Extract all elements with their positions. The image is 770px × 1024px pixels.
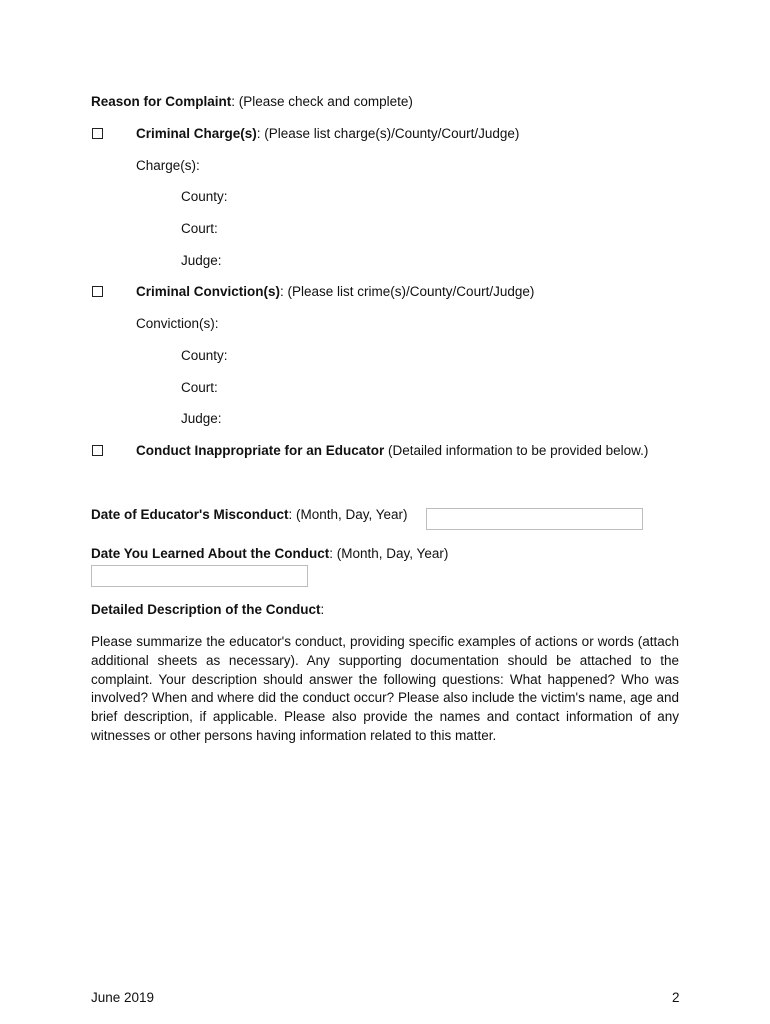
learned-date-field[interactable]: [91, 565, 308, 587]
description-instructions: Please summarize the educator's conduct, providing specific examples of actions or words (attach additional sheets as necessary). Any supporting documentation should be attached to the complaint. Your description should answer the following questions: What happened? Who was involved? When and where did the conduct occur? Please also include the victim's name, age and brief description, if applicable. Please also provide the names and contact information of any witnesses or other persons having information related to this matter.: [91, 634, 679, 743]
criminal-convictions-instruction: : (Please list crime(s)/County/Court/Judge): [280, 284, 535, 299]
misconduct-date-hint: : (Month, Day, Year): [288, 507, 408, 522]
inappropriate-conduct-heading: [136, 443, 648, 459]
reason-title: Reason for Complaint: [91, 94, 232, 109]
convictions-judge-label: Judge:: [181, 411, 222, 426]
description-title: Detailed Description of the Conduct: [91, 602, 321, 617]
charges-county-label: County:: [181, 189, 228, 204]
convictions-label: Conviction(s):: [136, 316, 219, 331]
charges-label: Charge(s):: [136, 158, 200, 173]
reason-heading: [91, 94, 413, 110]
inappropriate-conduct-instruction: (Detailed information to be provided below.): [384, 443, 649, 458]
inappropriate-conduct-title: Conduct Inappropriate for an Educator: [136, 443, 385, 458]
criminal-charges-instruction: : (Please list charge(s)/County/Court/Judge): [256, 126, 520, 141]
description-colon: :: [320, 602, 325, 617]
convictions-county-label: County:: [181, 348, 228, 363]
footer-date: June 2019: [91, 990, 155, 1005]
misconduct-date-label: [91, 507, 408, 523]
page-number: 2: [672, 990, 680, 1005]
criminal-charges-checkbox[interactable]: [92, 128, 103, 139]
criminal-convictions-heading: [136, 284, 534, 300]
learned-date-title: Date You Learned About the Conduct: [91, 546, 330, 561]
inappropriate-conduct-checkbox[interactable]: [92, 445, 103, 456]
misconduct-date-field[interactable]: [426, 508, 643, 530]
charges-court-label: Court:: [181, 221, 218, 236]
learned-date-hint: : (Month, Day, Year): [329, 546, 449, 561]
learned-date-label: [91, 546, 448, 562]
description-heading: [91, 602, 324, 618]
criminal-charges-heading: [136, 126, 519, 142]
reason-instruction: : (Please check and complete): [231, 94, 413, 109]
criminal-convictions-checkbox[interactable]: [92, 286, 103, 297]
misconduct-date-title: Date of Educator's Misconduct: [91, 507, 289, 522]
criminal-convictions-title: Criminal Conviction(s): [136, 284, 281, 299]
charges-judge-label: Judge:: [181, 253, 222, 268]
convictions-court-label: Court:: [181, 380, 218, 395]
criminal-charges-title: Criminal Charge(s): [136, 126, 257, 141]
